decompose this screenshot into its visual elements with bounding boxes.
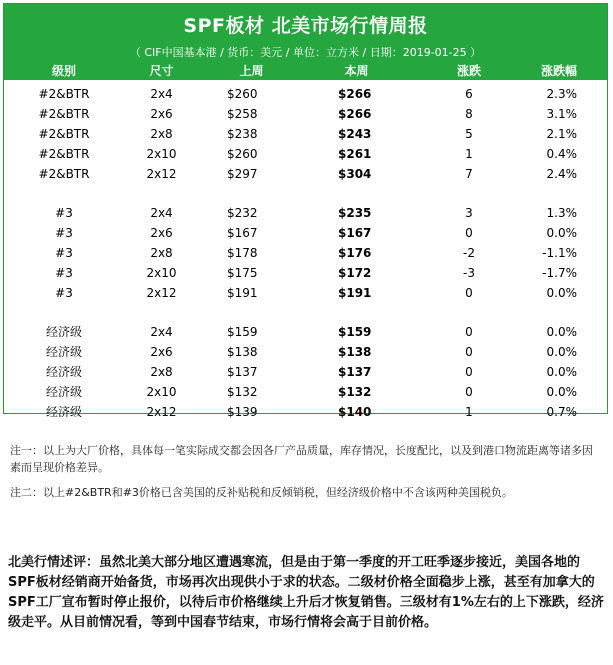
cell-change: 8 xyxy=(465,107,473,121)
cell-grade: 经济级 xyxy=(45,325,82,339)
cell-grade: #2&BTR xyxy=(38,147,90,161)
cell-change: 0 xyxy=(465,345,473,359)
cell-this-week: $261 xyxy=(338,147,372,161)
note-2: 注二：以上#2&BTR和#3价格已含美国的反补贴税和反倾销税，但经济级价格中不含该两种美国税负。 xyxy=(10,486,513,499)
cell-change: 0 xyxy=(465,286,473,300)
cell-change-pct: 3.1% xyxy=(546,107,577,121)
cell-size: 2x10 xyxy=(146,266,177,280)
cell-last-week: $260 xyxy=(227,87,258,101)
cell-grade: #3 xyxy=(55,206,73,220)
cell-change: 6 xyxy=(465,87,473,101)
cell-grade: #3 xyxy=(55,266,73,280)
cell-change: 5 xyxy=(465,127,473,141)
table-row xyxy=(4,124,607,144)
table-row xyxy=(4,243,607,263)
report-title: SPF板材 北美市场行情周报 xyxy=(183,15,428,37)
cell-this-week: $176 xyxy=(338,246,372,260)
table-row xyxy=(4,203,607,223)
column-header-change-pct: 涨跌幅 xyxy=(540,64,577,78)
cell-last-week: $191 xyxy=(227,286,258,300)
cell-change: 0 xyxy=(465,385,473,399)
cell-last-week: $138 xyxy=(227,345,258,359)
cell-change-pct: 0.0% xyxy=(546,365,577,379)
table-row xyxy=(4,263,607,283)
cell-size: 2x8 xyxy=(150,365,173,379)
cell-grade: 经济级 xyxy=(45,345,82,359)
cell-this-week: $191 xyxy=(338,286,372,300)
cell-last-week: $175 xyxy=(227,266,258,280)
cell-size: 2x12 xyxy=(146,167,177,181)
table-row xyxy=(4,322,607,342)
table-row xyxy=(4,144,607,164)
cell-size: 2x8 xyxy=(150,127,173,141)
cell-change: 7 xyxy=(465,167,473,181)
cell-last-week: $167 xyxy=(227,226,258,240)
table-row xyxy=(4,382,607,402)
cell-grade: #3 xyxy=(55,286,73,300)
cell-change-pct: 2.4% xyxy=(546,167,577,181)
cell-change-pct: 0.0% xyxy=(546,286,577,300)
table-row xyxy=(4,362,607,382)
cell-grade: #2&BTR xyxy=(38,87,90,101)
cell-change-pct: 0.0% xyxy=(546,385,577,399)
column-header-size: 尺寸 xyxy=(149,64,174,78)
cell-this-week: $137 xyxy=(338,365,372,379)
cell-this-week: $138 xyxy=(338,345,372,359)
cell-change-pct: 0.4% xyxy=(546,147,577,161)
cell-change-pct: 2.3% xyxy=(546,87,577,101)
cell-last-week: $297 xyxy=(227,167,258,181)
cell-last-week: $132 xyxy=(227,385,258,399)
cell-this-week: $140 xyxy=(338,405,372,419)
cell-change: 3 xyxy=(465,206,473,220)
price-table xyxy=(3,3,608,419)
cell-size: 2x4 xyxy=(150,206,173,220)
cell-last-week: $232 xyxy=(227,206,258,220)
cell-change: -3 xyxy=(463,266,475,280)
cell-change-pct: 0.7% xyxy=(546,405,577,419)
cell-change-pct: 1.3% xyxy=(546,206,577,220)
table-row xyxy=(4,402,607,422)
column-header-this-week: 本周 xyxy=(344,64,369,78)
cell-change: 0 xyxy=(465,365,473,379)
cell-last-week: $178 xyxy=(227,246,258,260)
cell-change-pct: 0.0% xyxy=(546,325,577,339)
cell-last-week: $258 xyxy=(227,107,258,121)
note-1: 注一：以上为大厂价格，具体每一笔实际成交都会因各厂产品质量，库存情况，长度配比，以及到港口物流距离等诸多因素而呈现价格差异。 xyxy=(10,444,593,474)
cell-change: -2 xyxy=(463,246,475,260)
cell-change: 0 xyxy=(465,226,473,240)
cell-grade: #2&BTR xyxy=(38,167,90,181)
cell-change-pct: 2.1% xyxy=(546,127,577,141)
cell-size: 2x12 xyxy=(146,286,177,300)
cell-grade: 经济级 xyxy=(45,365,82,379)
cell-this-week: $172 xyxy=(338,266,372,280)
cell-size: 2x4 xyxy=(150,325,173,339)
cell-grade: #3 xyxy=(55,226,73,240)
cell-size: 2x10 xyxy=(146,385,177,399)
cell-size: 2x12 xyxy=(146,405,177,419)
cell-size: 2x6 xyxy=(150,107,173,121)
table-row xyxy=(4,104,607,124)
table-row xyxy=(4,342,607,362)
cell-this-week: $266 xyxy=(338,107,372,121)
cell-grade: 经济级 xyxy=(45,405,82,419)
cell-change-pct: -1.1% xyxy=(542,246,577,260)
table-row xyxy=(4,283,607,303)
cell-grade: #2&BTR xyxy=(38,127,90,141)
cell-this-week: $159 xyxy=(338,325,372,339)
cell-this-week: $132 xyxy=(338,385,372,399)
cell-grade: #2&BTR xyxy=(38,107,90,121)
cell-last-week: $238 xyxy=(227,127,258,141)
cell-last-week: $159 xyxy=(227,325,258,339)
cell-last-week: $260 xyxy=(227,147,258,161)
cell-this-week: $167 xyxy=(338,226,372,240)
table-header xyxy=(4,4,607,80)
cell-this-week: $235 xyxy=(338,206,372,220)
table-row xyxy=(4,84,607,104)
column-header-row xyxy=(4,62,607,80)
cell-this-week: $266 xyxy=(338,87,372,101)
table-row xyxy=(4,223,607,243)
market-summary: 北美行情述评：虽然北美大部分地区遭遇寒流，但是由于第一季度的开工旺季逐步接近，美国各地的SPF板材经销商开始备货，市场再次出现供小于求的状态。二级材价格全面稳步上涨，甚至有加拿大的SPF工厂宣布暂时停止报价，以待后市价格继续上升后才恢复销售。三级材有1%左右的上下涨跌，经济级走平。从目前情况看，等到中国春节结束，市场行情将会高于目前价格。 xyxy=(8,555,604,630)
column-header-change: 涨跌 xyxy=(456,64,481,78)
cell-grade: #3 xyxy=(55,246,73,260)
cell-size: 2x6 xyxy=(150,345,173,359)
column-header-grade: 级别 xyxy=(51,64,76,78)
cell-change: 1 xyxy=(465,147,473,161)
cell-change: 0 xyxy=(465,325,473,339)
cell-last-week: $137 xyxy=(227,365,258,379)
cell-grade: 经济级 xyxy=(45,385,82,399)
cell-last-week: $139 xyxy=(227,405,258,419)
cell-this-week: $243 xyxy=(338,127,372,141)
cell-change: 1 xyxy=(465,405,473,419)
cell-change-pct: -1.7% xyxy=(542,266,577,280)
report-subtitle: （ CIF中国基本港 / 货币：美元 / 单位：立方米 / 日期：2019-01-25 ） xyxy=(129,46,482,59)
cell-change-pct: 0.0% xyxy=(546,226,577,240)
cell-size: 2x10 xyxy=(146,147,177,161)
cell-size: 2x8 xyxy=(150,246,173,260)
table-row xyxy=(4,164,607,184)
cell-size: 2x4 xyxy=(150,87,173,101)
cell-size: 2x6 xyxy=(150,226,173,240)
column-header-last-week: 上周 xyxy=(239,64,264,78)
cell-this-week: $304 xyxy=(338,167,372,181)
cell-change-pct: 0.0% xyxy=(546,345,577,359)
